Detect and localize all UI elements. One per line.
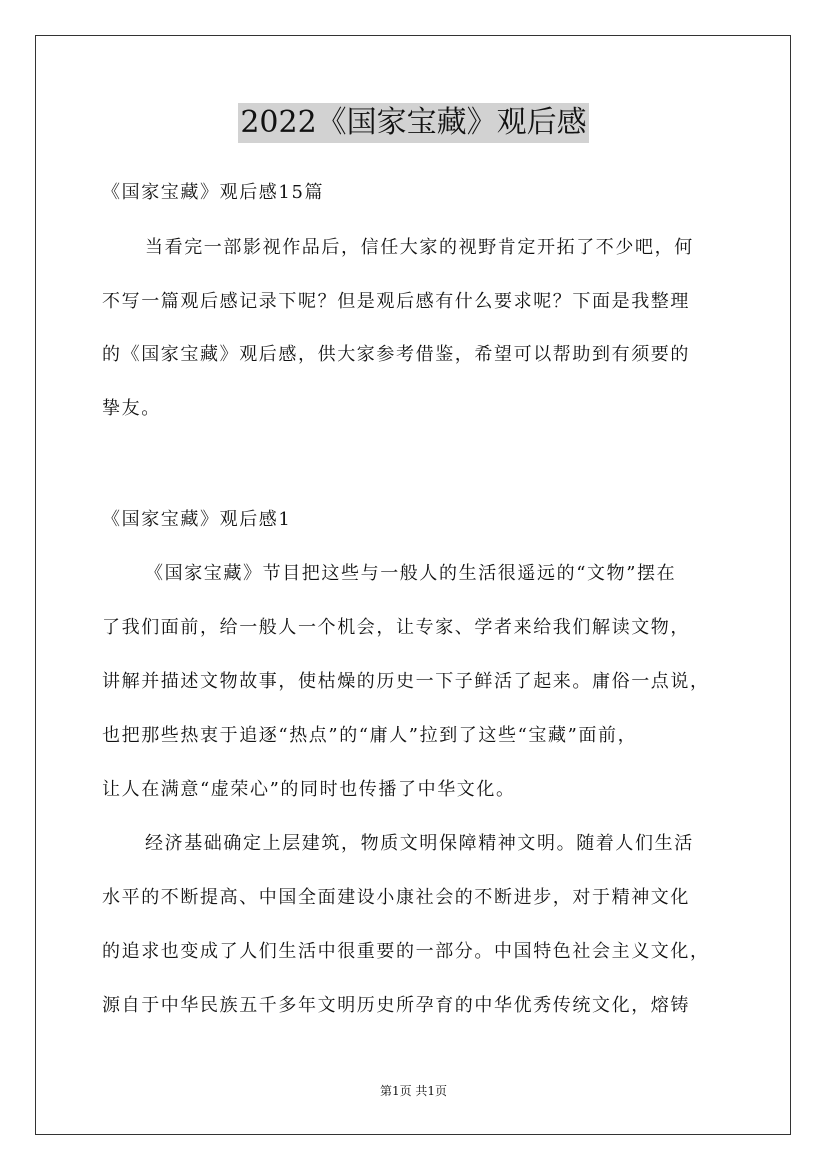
page-footer: 第1页 共1页: [379, 1084, 448, 1098]
paragraph-line: 《国家宝藏》节目把这些与一般人的生活很遥远的“文物”摆在: [145, 563, 677, 584]
intro-line: 不写一篇观后感记录下呢？但是观后感有什么要求呢？下面是我整理: [102, 291, 690, 312]
paragraph-line: 经济基础确定上层建筑，物质文明保障精神文明。随着人们生活: [145, 833, 694, 854]
section-heading: 《国家宝藏》观后感1: [102, 509, 292, 530]
document-title: 2022《国家宝藏》观后感: [238, 103, 588, 143]
paragraph-line: 也把那些热衷于追逐“热点”的“庸人”拉到了这些“宝藏”面前，: [102, 725, 638, 746]
paragraph-line: 讲解并描述文物故事，使枯燥的历史一下子鲜活了起来。庸俗一点说，: [102, 671, 710, 692]
paragraph-line: 源自于中华民族五千多年文明历史所孕育的中华优秀传统文化，熔铸: [102, 995, 690, 1016]
paragraph-line: 水平的不断提高、中国全面建设小康社会的不断进步，对于精神文化: [102, 887, 690, 908]
title-container: [0, 103, 827, 143]
paragraph-line: 让人在满意“虚荣心”的同时也传播了中华文化。: [102, 779, 516, 800]
paragraph-line: 了我们面前，给一般人一个机会，让专家、学者来给我们解读文物，: [102, 617, 690, 638]
intro-line: 当看完一部影视作品后，信任大家的视野肯定开拓了不少吧，何: [145, 237, 694, 258]
paragraph-line: 的追求也变成了人们生活中很重要的一部分。中国特色社会主义文化，: [102, 941, 710, 962]
intro-line: 挚友。: [102, 398, 161, 419]
intro-line: 的《国家宝藏》观后感，供大家参考借鉴，希望可以帮助到有须要的: [102, 344, 690, 365]
document-subtitle: 《国家宝藏》观后感15篇: [102, 182, 325, 203]
